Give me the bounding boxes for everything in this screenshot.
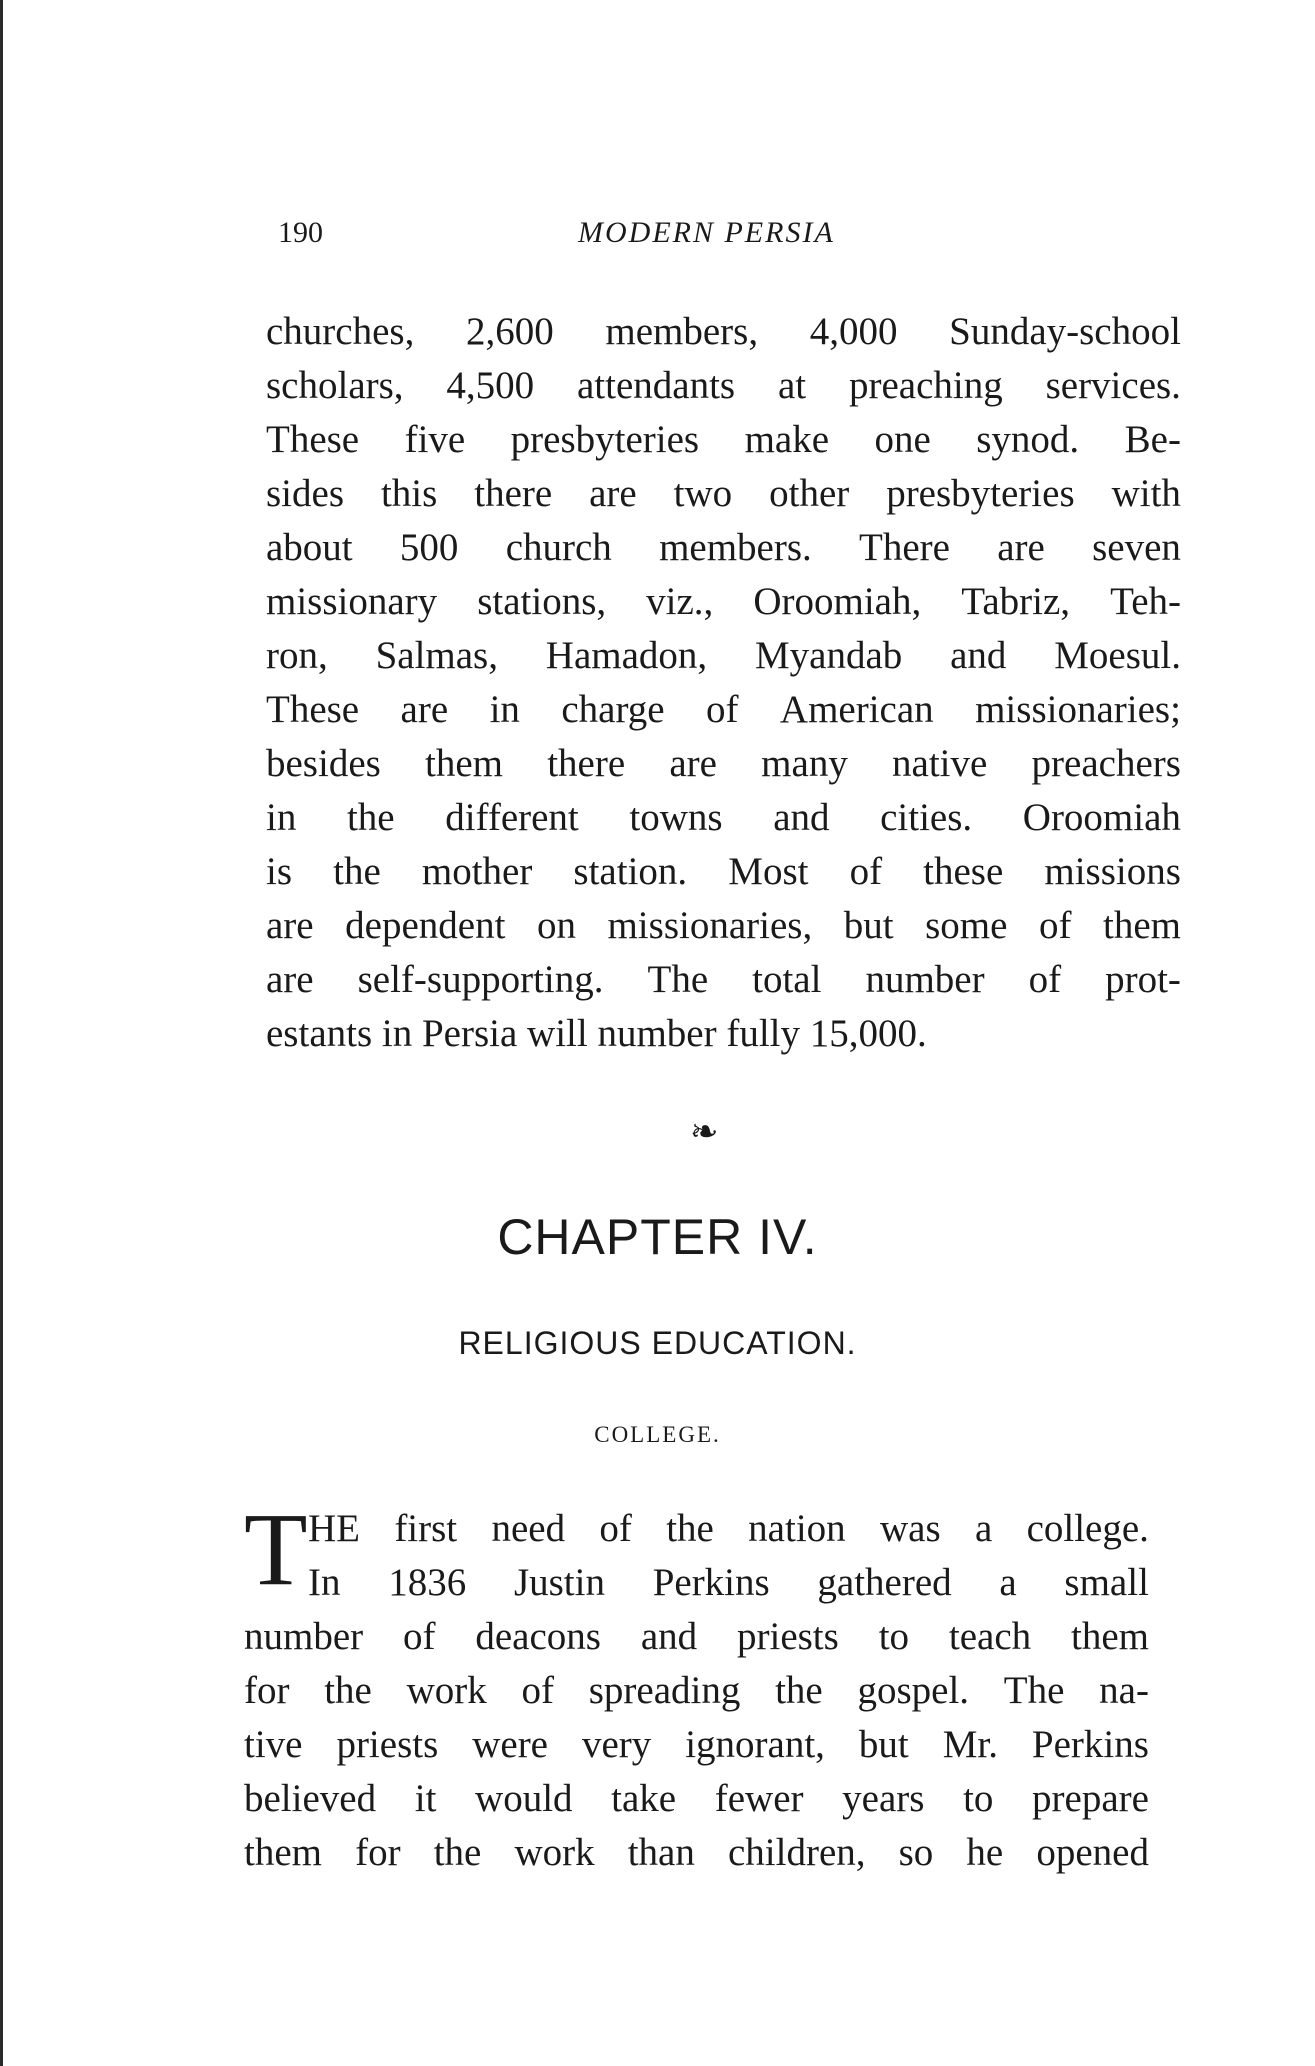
text-line: churches, 2,600 members, 4,000 Sunday-school (266, 310, 1181, 353)
text-line: tive priests were very ignorant, but Mr. Perkins (244, 1723, 1149, 1766)
fleuron-ornament-icon: ❧ (690, 1114, 719, 1151)
text-line: for the work of spreading the gospel. The na- (244, 1669, 1149, 1712)
text-line: These five presbyteries make one synod. Be- (266, 418, 1181, 461)
subsection-heading: COLLEGE. (594, 1422, 721, 1447)
text-line: are self-supporting. The total number of prot- (266, 958, 1181, 1001)
drop-cap: T (244, 1492, 308, 1607)
text-line: missionary stations, viz., Oroomiah, Tabriz, Teh- (266, 580, 1181, 623)
section-heading: RELIGIOUS EDUCATION. (458, 1325, 857, 1361)
text-line: them for the work than children, so he opened (244, 1831, 1149, 1874)
text-line: These are in charge of American missionaries; (266, 688, 1181, 731)
running-head (278, 216, 1178, 256)
text-line: are dependent on missionaries, but some of them (266, 904, 1181, 947)
page-number: 190 (278, 216, 323, 249)
text-line: HE first need of the nation was a college. (308, 1507, 1149, 1550)
page-edge (0, 0, 3, 2066)
text-line: scholars, 4,500 attendants at preaching services. (266, 364, 1181, 407)
text-line: In 1836 Justin Perkins gathered a small (308, 1561, 1149, 1604)
text-line: believed it would take fewer years to prepare (244, 1777, 1149, 1820)
text-line: besides them there are many native preachers (266, 742, 1181, 785)
text-line: estants in Persia will number fully 15,000. (266, 1012, 927, 1055)
running-title: MODERN PERSIA (578, 216, 835, 249)
text-line: number of deacons and priests to teach them (244, 1615, 1149, 1658)
text-line: sides this there are two other presbyteries with (266, 472, 1181, 515)
text-line: ron, Salmas, Hamadon, Myandab and Moesul. (266, 634, 1181, 677)
body-paragraph (266, 305, 1181, 1061)
chapter-heading: CHAPTER IV. (497, 1209, 818, 1265)
college-paragraph (244, 1502, 1149, 1880)
text-line: about 500 church members. There are seven (266, 526, 1181, 569)
text-line: in the different towns and cities. Oroomiah (266, 796, 1181, 839)
text-line: is the mother station. Most of these missions (266, 850, 1181, 893)
